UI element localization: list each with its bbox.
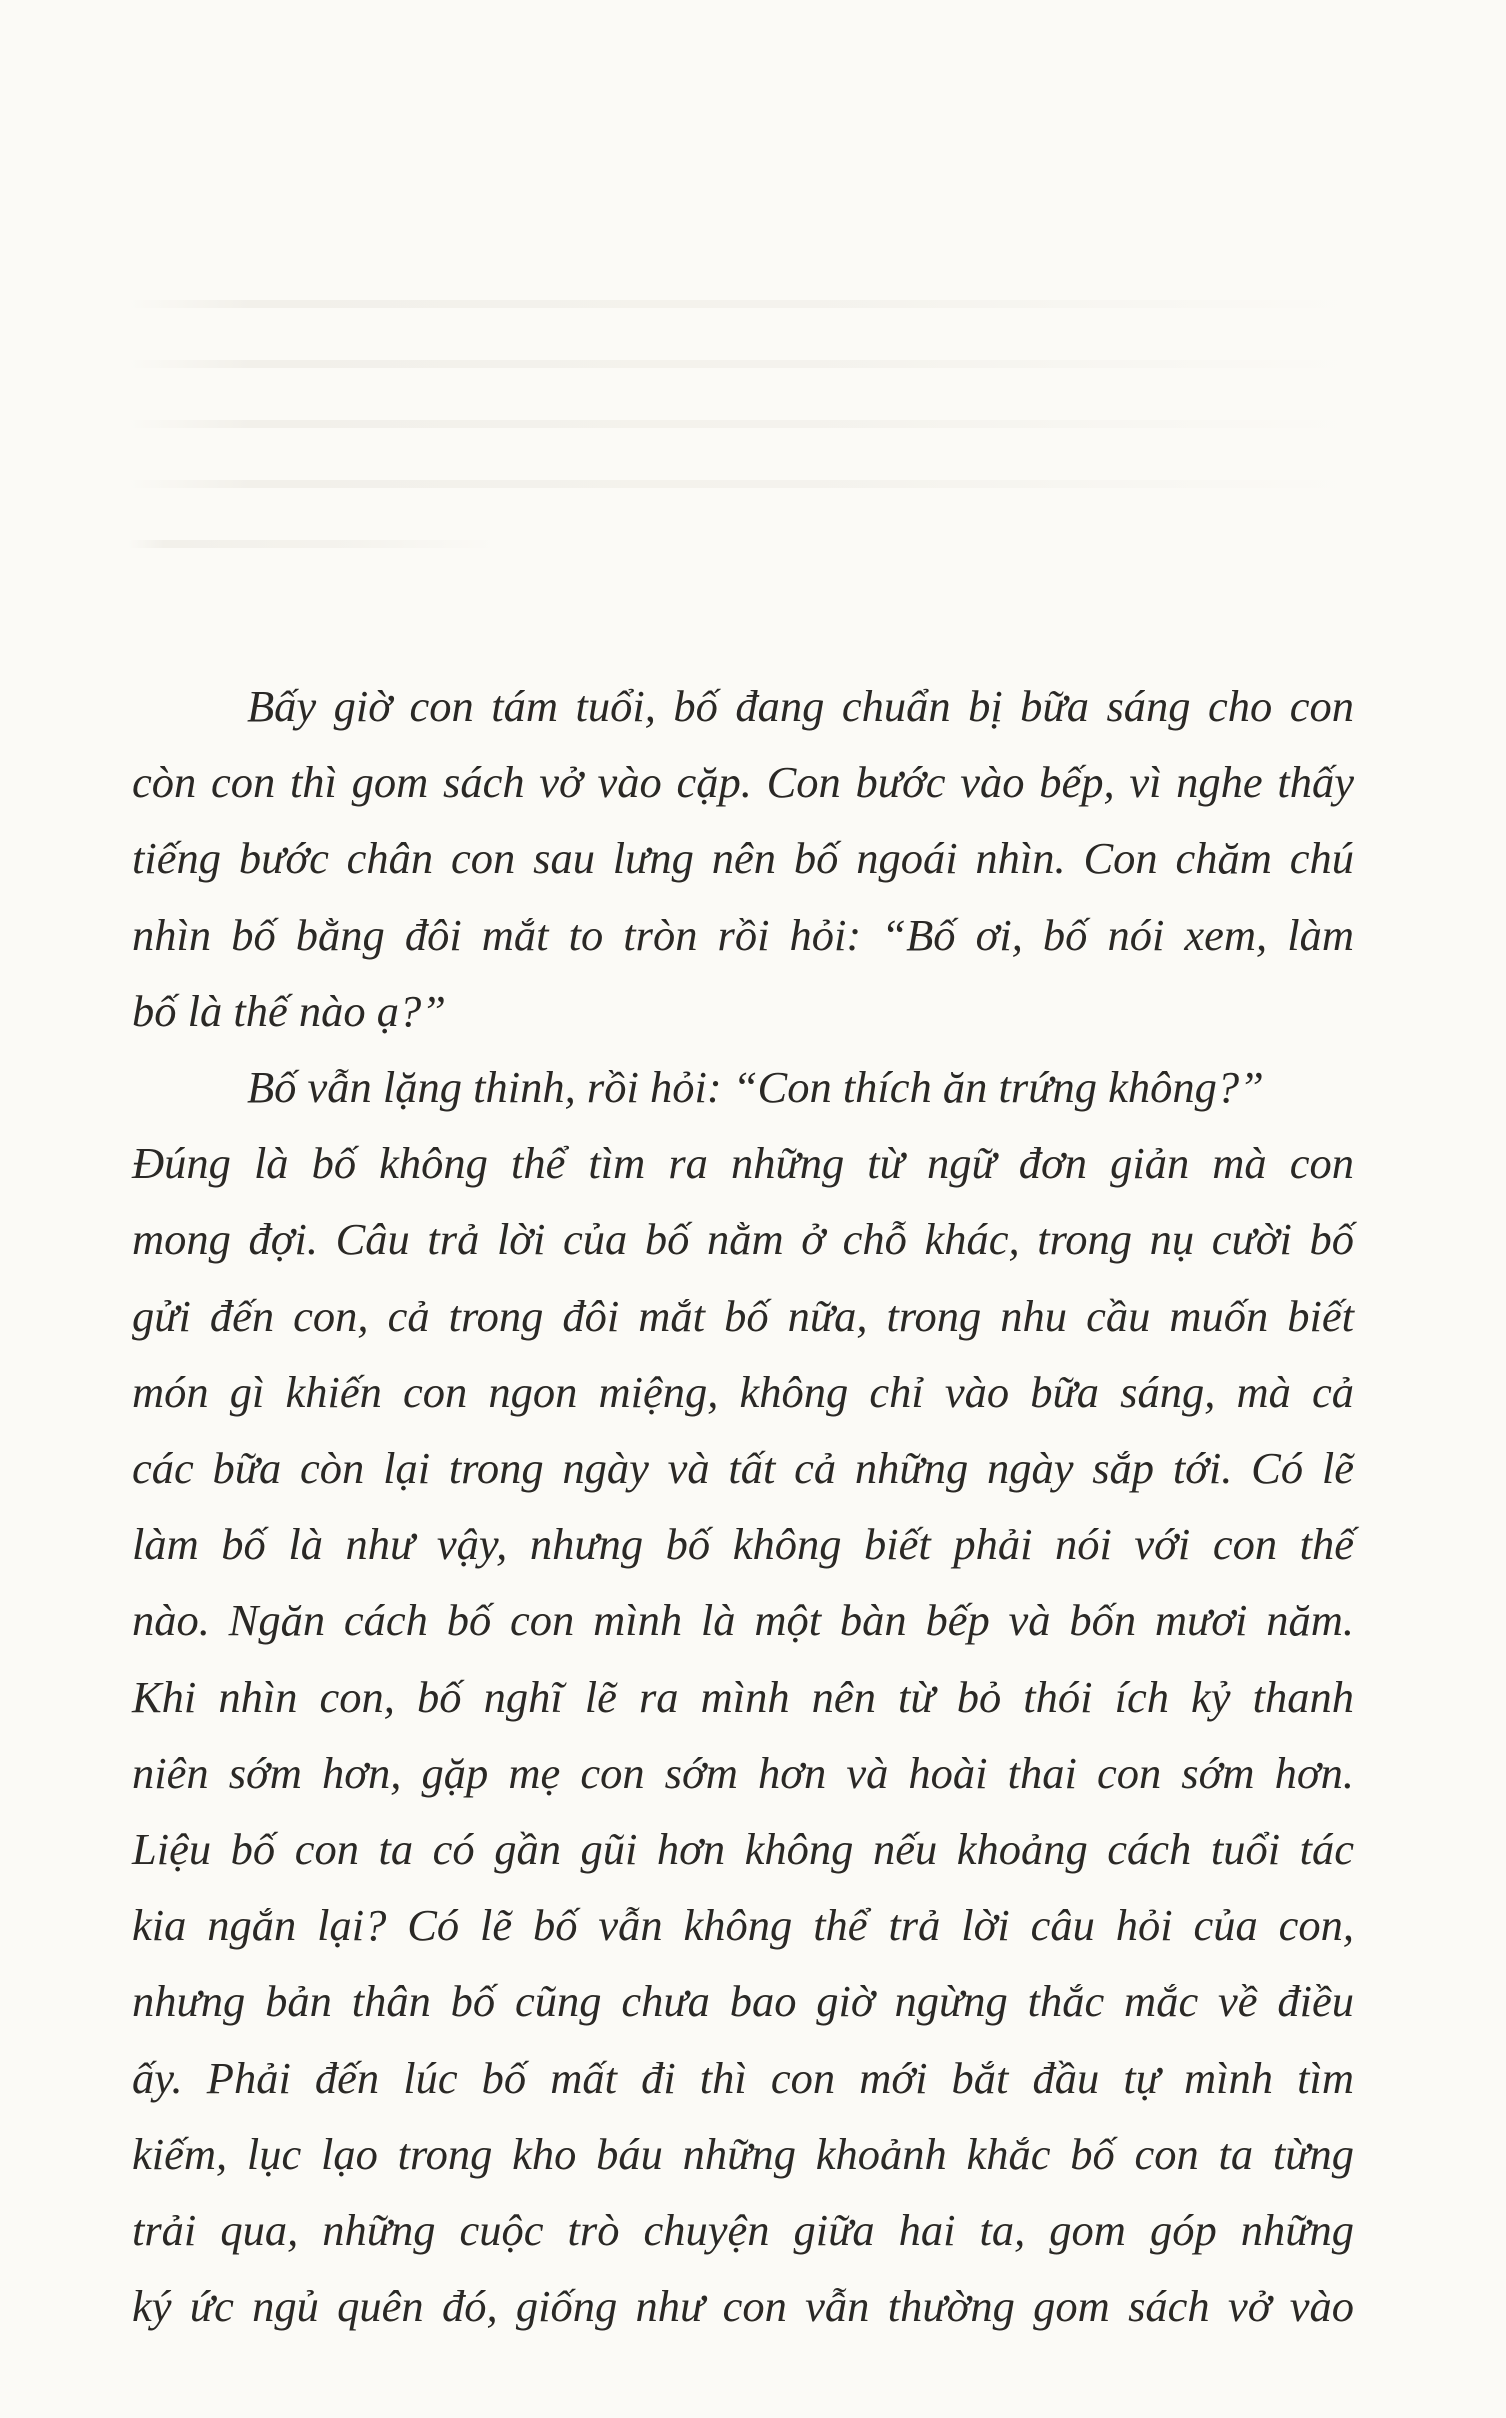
text-line: bố là thế nào ạ?” (132, 985, 446, 1036)
text-line: nhìn bố bằng đôi mắt to tròn rồi hỏi: “Bố ơi, bố nói xem, làm (132, 909, 1354, 960)
show-through-line (128, 540, 497, 548)
text-line: kia ngắn lại? Có lẽ bố vẫn không thể trả lời câu hỏi của con, (132, 1900, 1354, 1951)
show-through-text (128, 300, 1358, 600)
text-line: còn con thì gom sách vở vào cặp. Con bước vào bếp, vì nghe thấy (132, 757, 1354, 808)
text-line: tiếng bước chân con sau lưng nên bố ngoái nhìn. Con chăm chú (132, 833, 1354, 884)
text-line: các bữa còn lại trong ngày và tất cả những ngày sắp tới. Có lẽ (132, 1443, 1354, 1494)
text-line: trải qua, những cuộc trò chuyện giữa hai ta, gom góp những (132, 2205, 1354, 2256)
body-text (132, 668, 1354, 2344)
text-line: Khi nhìn con, bố nghĩ lẽ ra mình nên từ bỏ thói ích kỷ thanh (132, 1671, 1354, 1722)
show-through-line (128, 420, 1358, 428)
text-line: kiếm, lục lạo trong kho báu những khoảnh khắc bố con ta từng (132, 2128, 1354, 2179)
show-through-line (128, 300, 1358, 308)
text-line: ký ức ngủ quên đó, giống như con vẫn thường gom sách vở vào (132, 2281, 1354, 2332)
show-through-line (128, 360, 1358, 368)
text-line: Bấy giờ con tám tuổi, bố đang chuẩn bị bữa sáng cho con (247, 681, 1354, 731)
text-line: làm bố là như vậy, nhưng bố không biết phải nói với con thế (132, 1519, 1354, 1570)
paragraph-2 (132, 1049, 1354, 2344)
text-line: nhưng bản thân bố cũng chưa bao giờ ngừng thắc mắc về điều (132, 1976, 1354, 2027)
text-line: ấy. Phải đến lúc bố mất đi thì con mới bắt đầu tự mình tìm (132, 2052, 1354, 2103)
show-through-line (128, 480, 1358, 488)
text-line: gửi đến con, cả trong đôi mắt bố nữa, trong nhu cầu muốn biết (132, 1290, 1354, 1341)
text-line: Đúng là bố không thể tìm ra những từ ngữ đơn giản mà con (132, 1138, 1354, 1189)
text-line: Liệu bố con ta có gần gũi hơn không nếu khoảng cách tuổi tác (132, 1824, 1354, 1875)
text-line: niên sớm hơn, gặp mẹ con sớm hơn và hoài thai con sớm hơn. (132, 1747, 1354, 1798)
text-line: nào. Ngăn cách bố con mình là một bàn bếp và bốn mươi năm. (132, 1595, 1354, 1646)
paragraph-1 (132, 668, 1354, 1049)
text-line: món gì khiến con ngon miệng, không chỉ vào bữa sáng, mà cả (132, 1366, 1354, 1417)
text-line: Bố vẫn lặng thinh, rồi hỏi: “Con thích ăn trứng không?” (247, 1062, 1264, 1113)
text-line: mong đợi. Câu trả lời của bố nằm ở chỗ khác, trong nụ cười bố (132, 1214, 1354, 1265)
